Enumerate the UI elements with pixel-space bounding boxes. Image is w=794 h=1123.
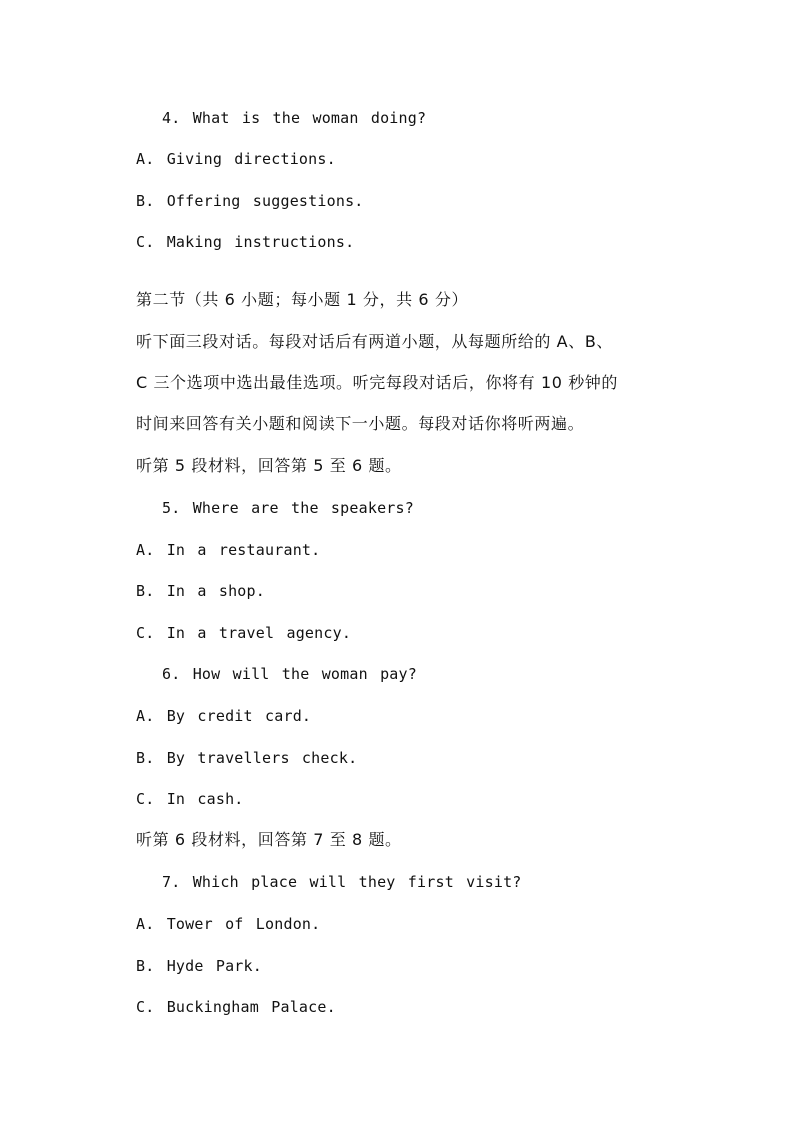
section-heading: 第二节（共 6 小题；每小题 1 分，共 6 分） xyxy=(136,290,469,309)
q4-option-c: C. Making instructions. xyxy=(136,233,355,251)
q4-option-a: A. Giving directions. xyxy=(136,150,336,168)
question-7: 7. Which place will they first visit? xyxy=(162,873,522,891)
q4-option-b: B. Offering suggestions. xyxy=(136,192,364,210)
material-6-heading: 听第 6 段材料，回答第 7 至 8 题。 xyxy=(136,830,402,849)
question-6: 6. How will the woman pay? xyxy=(162,665,417,683)
instructions-line-3: 时间来回答有关小题和阅读下一小题。每段对话你将听两遍。 xyxy=(136,414,585,433)
q5-option-b: B. In a shop. xyxy=(136,582,265,600)
q7-option-b: B. Hyde Park. xyxy=(136,957,262,975)
q7-option-c: C. Buckingham Palace. xyxy=(136,998,336,1016)
instructions-line-2: C 三个选项中选出最佳选项。听完每段对话后，你将有 10 秒钟的 xyxy=(136,373,618,392)
q6-option-b: B. By travellers check. xyxy=(136,749,358,767)
q6-option-c: C. In cash. xyxy=(136,790,244,808)
q6-option-a: A. By credit card. xyxy=(136,707,312,725)
instructions-line-1: 听下面三段对话。每段对话后有两道小题，从每题所给的 A、B、 xyxy=(136,332,614,351)
q7-option-a: A. Tower of London. xyxy=(136,915,321,933)
q5-option-a: A. In a restaurant. xyxy=(136,541,321,559)
question-4: 4. What is the woman doing? xyxy=(162,109,427,127)
material-5-heading: 听第 5 段材料，回答第 5 至 6 题。 xyxy=(136,456,402,475)
question-5: 5. Where are the speakers? xyxy=(162,499,414,517)
q5-option-c: C. In a travel agency. xyxy=(136,624,352,642)
